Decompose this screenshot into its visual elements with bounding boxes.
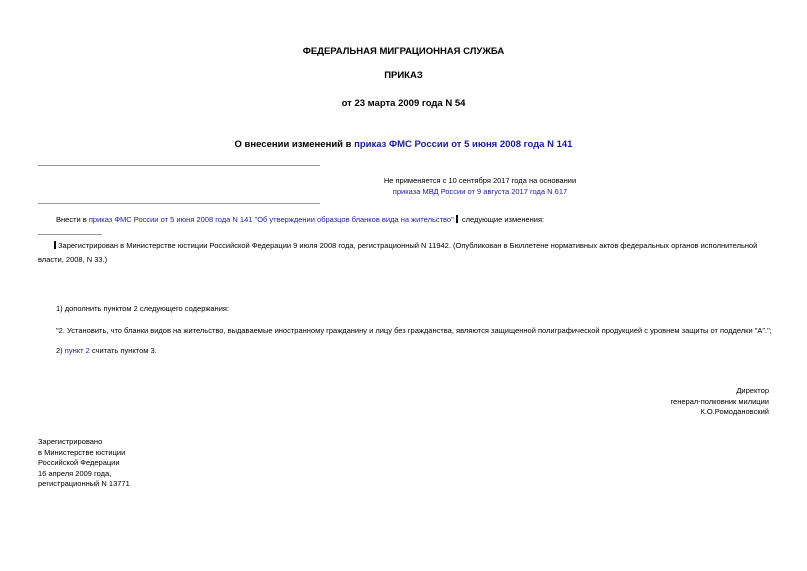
notice-line: Не применяется с 10 сентября 2017 года на основании (383, 176, 577, 185)
signature-name: К.О.Ромодановский (700, 407, 769, 416)
item-1: 1) дополнить пунктом 2 следующего содержания: (56, 304, 230, 313)
signature-block (670, 386, 769, 418)
notice-order-link[interactable]: приказа МВД России от 9 августа 2017 года N 617 (392, 187, 568, 196)
footnote-divider (38, 234, 102, 235)
intro-suffix: следующие изменения: (459, 215, 545, 224)
intro-prefix: Внести в (56, 215, 89, 224)
notice-link-line (260, 187, 700, 196)
intro-order-link[interactable]: приказ ФМС России от 5 июня 2008 года N 141 (88, 215, 253, 224)
document-type: ПРИКАЗ (384, 70, 423, 81)
item-quote: "2. Установить, что бланки видов на жительство, выдаваемые иностранному гражданину и лицу без гражданства, являются защищенной полиграфической продукцией с уровнем защиты от подделки "А"."; (56, 326, 772, 335)
divider-top (38, 165, 320, 166)
title-order-link[interactable]: приказ ФМС России от 5 июня 2008 года N 141 (354, 139, 573, 150)
footnote-marker-ref (54, 241, 56, 249)
document-title (0, 139, 807, 150)
item-2-point-link[interactable]: пункт 2 (64, 346, 90, 355)
signature-rank: генерал-полковник милиции (670, 396, 769, 406)
footnote-text: Зарегистрирован в Министерстве юстиции Российской Федерации 9 июля 2008 года, регистрационный N 11942. (Опубликован в Бюллетене нормативных актов федеральных органов исполнительной власти, 2008, N 33.) (38, 241, 758, 264)
registration-block: Зарегистрировано в Министерстве юстиции Российской Федерации 16 апреля 2009 года, регистрационный N 13771 (38, 437, 130, 488)
item-2: 2) пункт 2 считать пунктом 3. (56, 346, 157, 355)
divider-bottom (38, 203, 320, 204)
intro-title-link[interactable]: "Об утверждении образцов бланков вида на жительство" (254, 215, 454, 224)
footnote-marker[interactable] (456, 215, 458, 223)
agency-name: ФЕДЕРАЛЬНАЯ МИГРАЦИОННАЯ СЛУЖБА (302, 46, 505, 57)
title-prefix: О внесении изменений в (234, 139, 355, 150)
document-date-number: от 23 марта 2009 года N 54 (341, 98, 466, 109)
signature-title: Директор (736, 386, 769, 395)
intro-paragraph (56, 215, 776, 224)
